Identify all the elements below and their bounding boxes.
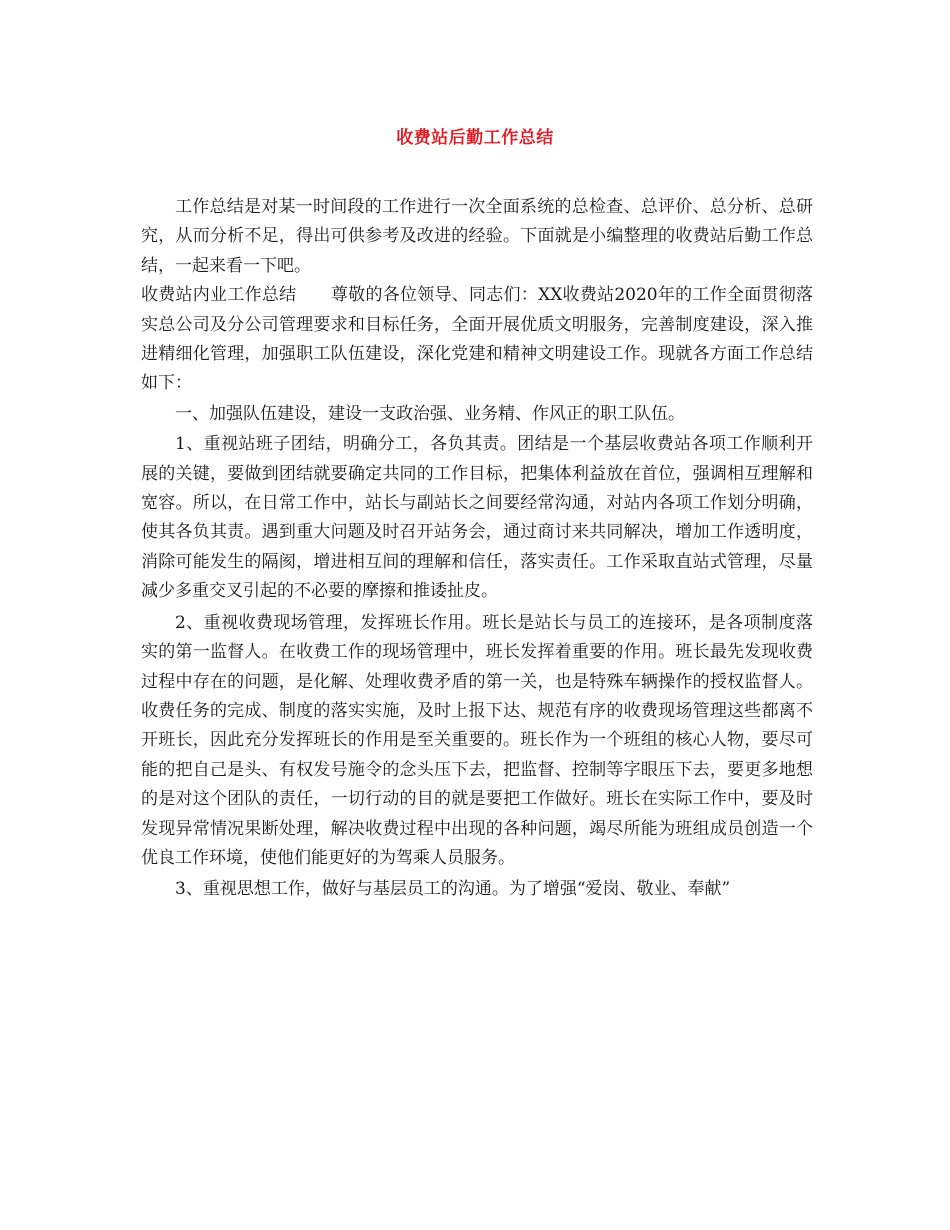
intro-paragraph: 工作总结是对某一时间段的工作进行一次全面系统的总检查、总评价、总分析、总研究，从而分析不足，得出可供参考及改进的经验。下面就是小编整理的收费站后勤工作总结，一起来看一下吧。 — [141, 197, 813, 276]
document-body — [141, 193, 813, 905]
body-paragraph-2: 2、重视收费现场管理，发挥班长作用。班长是站长与员工的连接环，是各项制度落实的第一监督人。在收费工作的现场管理中，班长发挥着重要的作用。班长最先发现收费过程中存在的问题，是化解、处理收费矛盾的第一关，也是特殊车辆操作的授权监督人。收费任务的完成、制度的落实实施，及时上报下达、规范有序的收费现场管理这些都离不开班长，因此充分发挥班长的作用是至关重要的。班长作为一个班组的核心人物，要尽可能的把自己是头、有权发号施令的念头压下去，把监督、控制等字眼压下去，要更多地想的是对这个团队的责任，一切行动的目的就是要把工作做好。班长在实际工作中，要及时发现异常情况果断处理，解决收费过程中出现的各种问题，竭尽所能为班组成员创造一个优良工作环境，使他们能更好的为驾乘人员服务。 — [141, 612, 813, 868]
body-paragraph-1: 1、重视站班子团结，明确分工，各负其责。团结是一个基层收费站各项工作顺利开展的关键，要做到团结就要确定共同的工作目标，把集体利益放在首位，强调相互理解和宽容。所以，在日常工作中，站长与副站长之间要经常沟通，对站内各项工作划分明确，使其各负其责。遇到重大问题及时召开站务会，通过商讨来共同解决，增加工作透明度，消除可能发生的隔阂，增进相互间的理解和信任，落实责任。工作采取直站式管理，尽量减少多重交叉引起的不必要的摩擦和推诿扯皮。 — [141, 434, 813, 602]
document-title: 收费站后勤工作总结 — [396, 128, 554, 148]
opening-paragraph: 收费站内业工作总结 尊敬的各位领导、同志们：XX收费站2020年的工作全面贯彻落实总公司及分公司管理要求和目标任务，全面开展优质文明服务，完善制度建设，深入推进精细化管理，加强职工队伍建设，深化党建和精神文明建设工作。现就各方面工作总结如下： — [141, 285, 813, 394]
body-paragraph-3: 3、重视思想工作，做好与基层员工的沟通。为了增强“爱岗、敬业、奉献” — [175, 879, 731, 900]
section-heading-1: 一、加强队伍建设，建设一支政治强、业务精、作风正的职工队伍。 — [175, 403, 685, 424]
